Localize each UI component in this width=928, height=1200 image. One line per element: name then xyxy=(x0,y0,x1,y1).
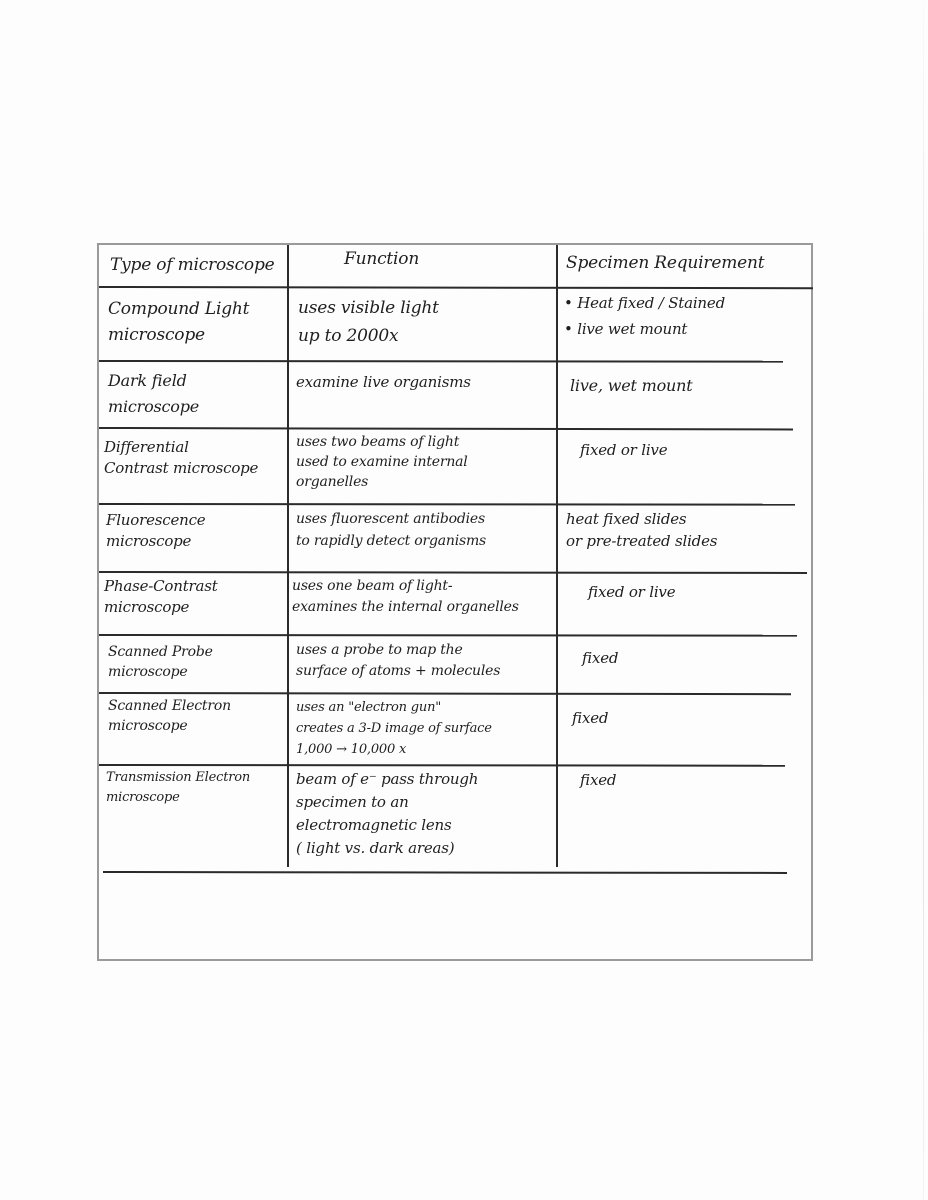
row-1-function: uses visible light up to 2000x xyxy=(298,298,439,346)
row-4-function: uses fluorescent antibodies to rapidly detect organisms xyxy=(296,511,487,549)
row-5-type: Phase-Contrast microscope xyxy=(104,577,218,616)
row-2-type: Dark field microscope xyxy=(108,371,200,416)
row-1-specimen: • Heat fixed / Stained • live wet mount xyxy=(564,294,725,338)
row-6-function: uses a probe to map the surface of atoms + molecules xyxy=(296,642,501,679)
header-specimen-requirement: Specimen Requirement xyxy=(566,253,765,273)
row-7-function: uses an "electron gun" creates a 3-D image of surface 1,000 → 10,000 x xyxy=(296,700,492,757)
row-6-specimen: fixed xyxy=(582,649,619,667)
row-4-specimen: heat fixed slides or pre-treated slides xyxy=(566,510,718,550)
row-7-specimen: fixed xyxy=(572,709,609,727)
column-divider-2 xyxy=(556,245,558,867)
row-1-type: Compound Light microscope xyxy=(108,299,250,345)
row-5-function: uses one beam of light- examines the internal organelles xyxy=(292,578,519,615)
row-2-specimen: live, wet mount xyxy=(570,376,693,395)
header-function: Function xyxy=(344,249,420,269)
header-type-of-microscope: Type of microscope xyxy=(110,255,275,275)
row-2-function: examine live organisms xyxy=(296,373,471,391)
row-3-type: Differential Contrast microscope xyxy=(104,438,259,477)
row-8-specimen: fixed xyxy=(580,771,617,789)
column-divider-1 xyxy=(287,245,289,867)
row-3-function: uses two beams of light used to examine internal organelles xyxy=(296,434,468,490)
row-6-type: Scanned Probe microscope xyxy=(108,644,213,680)
row-3-specimen: fixed or live xyxy=(580,441,668,459)
row-8-function: beam of e⁻ pass through specimen to an electromagnetic lens ( light vs. dark areas) xyxy=(296,770,479,857)
row-7-type: Scanned Electron microscope xyxy=(108,698,231,734)
row-4-type: Fluorescence microscope xyxy=(106,511,206,550)
row-5-specimen: fixed or live xyxy=(588,583,676,601)
scan-edge-shadow xyxy=(923,0,924,1200)
row-8-type: Transmission Electron microscope xyxy=(106,770,251,805)
